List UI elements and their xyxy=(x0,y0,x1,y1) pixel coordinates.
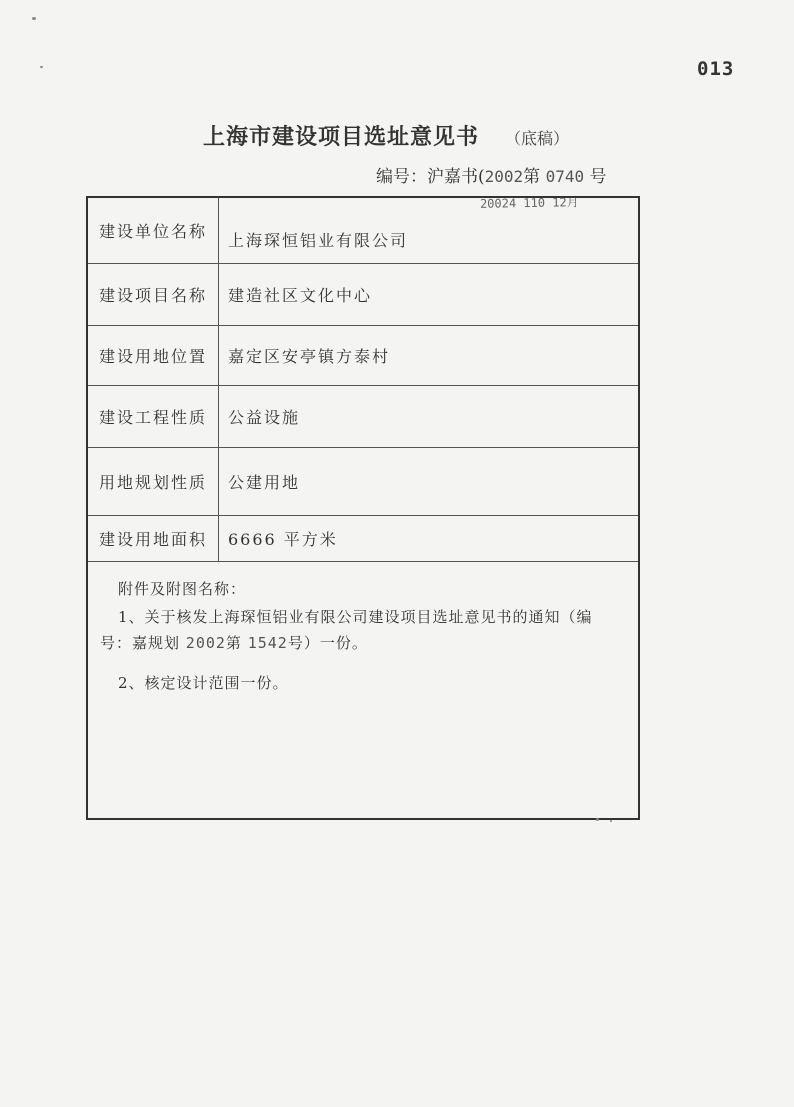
attachment-ref-number: 1542 xyxy=(247,634,288,652)
field-label: 建设单位名称 xyxy=(88,198,219,263)
document-title: 上海市建设项目选址意见书 xyxy=(203,124,480,150)
field-value: 公益设施 xyxy=(228,408,301,427)
scan-speck xyxy=(610,820,612,822)
field-value: 公建用地 xyxy=(228,473,301,492)
form-row-location xyxy=(88,326,638,386)
field-value: 嘉定区安亭镇方泰村 xyxy=(228,347,391,366)
field-value: 上海琛恒铝业有限公司 xyxy=(228,231,409,250)
attachment-ref-mark: 第 xyxy=(225,634,242,652)
document-subtitle: （底稿） xyxy=(505,129,570,148)
document-number-end: 号 xyxy=(589,167,607,187)
field-label: 用地规划性质 xyxy=(88,448,219,515)
document-number-year: 2002 xyxy=(484,167,524,186)
form-row-applicant xyxy=(88,198,638,264)
attachment-ref-suffix: 号）一份。 xyxy=(287,634,368,652)
document-number-prefix: 编号：沪嘉书( xyxy=(376,167,485,187)
document-number xyxy=(376,162,607,187)
page-number: 013 xyxy=(697,58,735,80)
field-label: 建设用地面积 xyxy=(88,516,219,561)
attachments-heading: 附件及附图名称： xyxy=(118,580,247,598)
field-label: 建设工程性质 xyxy=(88,386,219,447)
scan-speck xyxy=(40,66,43,68)
attachment-item-1-line-2 xyxy=(100,632,368,653)
scan-speck xyxy=(596,818,599,821)
form-row-land-use xyxy=(88,448,638,516)
date-stamp: 20024 110 12月 xyxy=(479,195,579,211)
attachment-ref-prefix: 号：嘉规划 xyxy=(100,634,181,652)
attachment-item-2: 2、核定设计范围一份。 xyxy=(118,674,289,692)
form-row-area xyxy=(88,516,638,562)
attachment-ref-year: 2002 xyxy=(185,634,226,652)
field-value: 建造社区文化中心 xyxy=(228,286,373,305)
scan-speck xyxy=(32,17,36,20)
field-label: 建设项目名称 xyxy=(88,264,219,325)
document-number-mark: 第 xyxy=(523,167,541,187)
attachment-item-1-line-1: 1、关于核发上海琛恒铝业有限公司建设项目选址意见书的通知（编 xyxy=(118,608,593,626)
form-table xyxy=(86,196,640,820)
field-label: 建设用地位置 xyxy=(88,326,219,385)
field-value: 6666 平方米 xyxy=(228,530,338,549)
document-number-value: 0740 xyxy=(545,167,585,186)
form-row-project xyxy=(88,264,638,326)
form-row-nature xyxy=(88,386,638,448)
